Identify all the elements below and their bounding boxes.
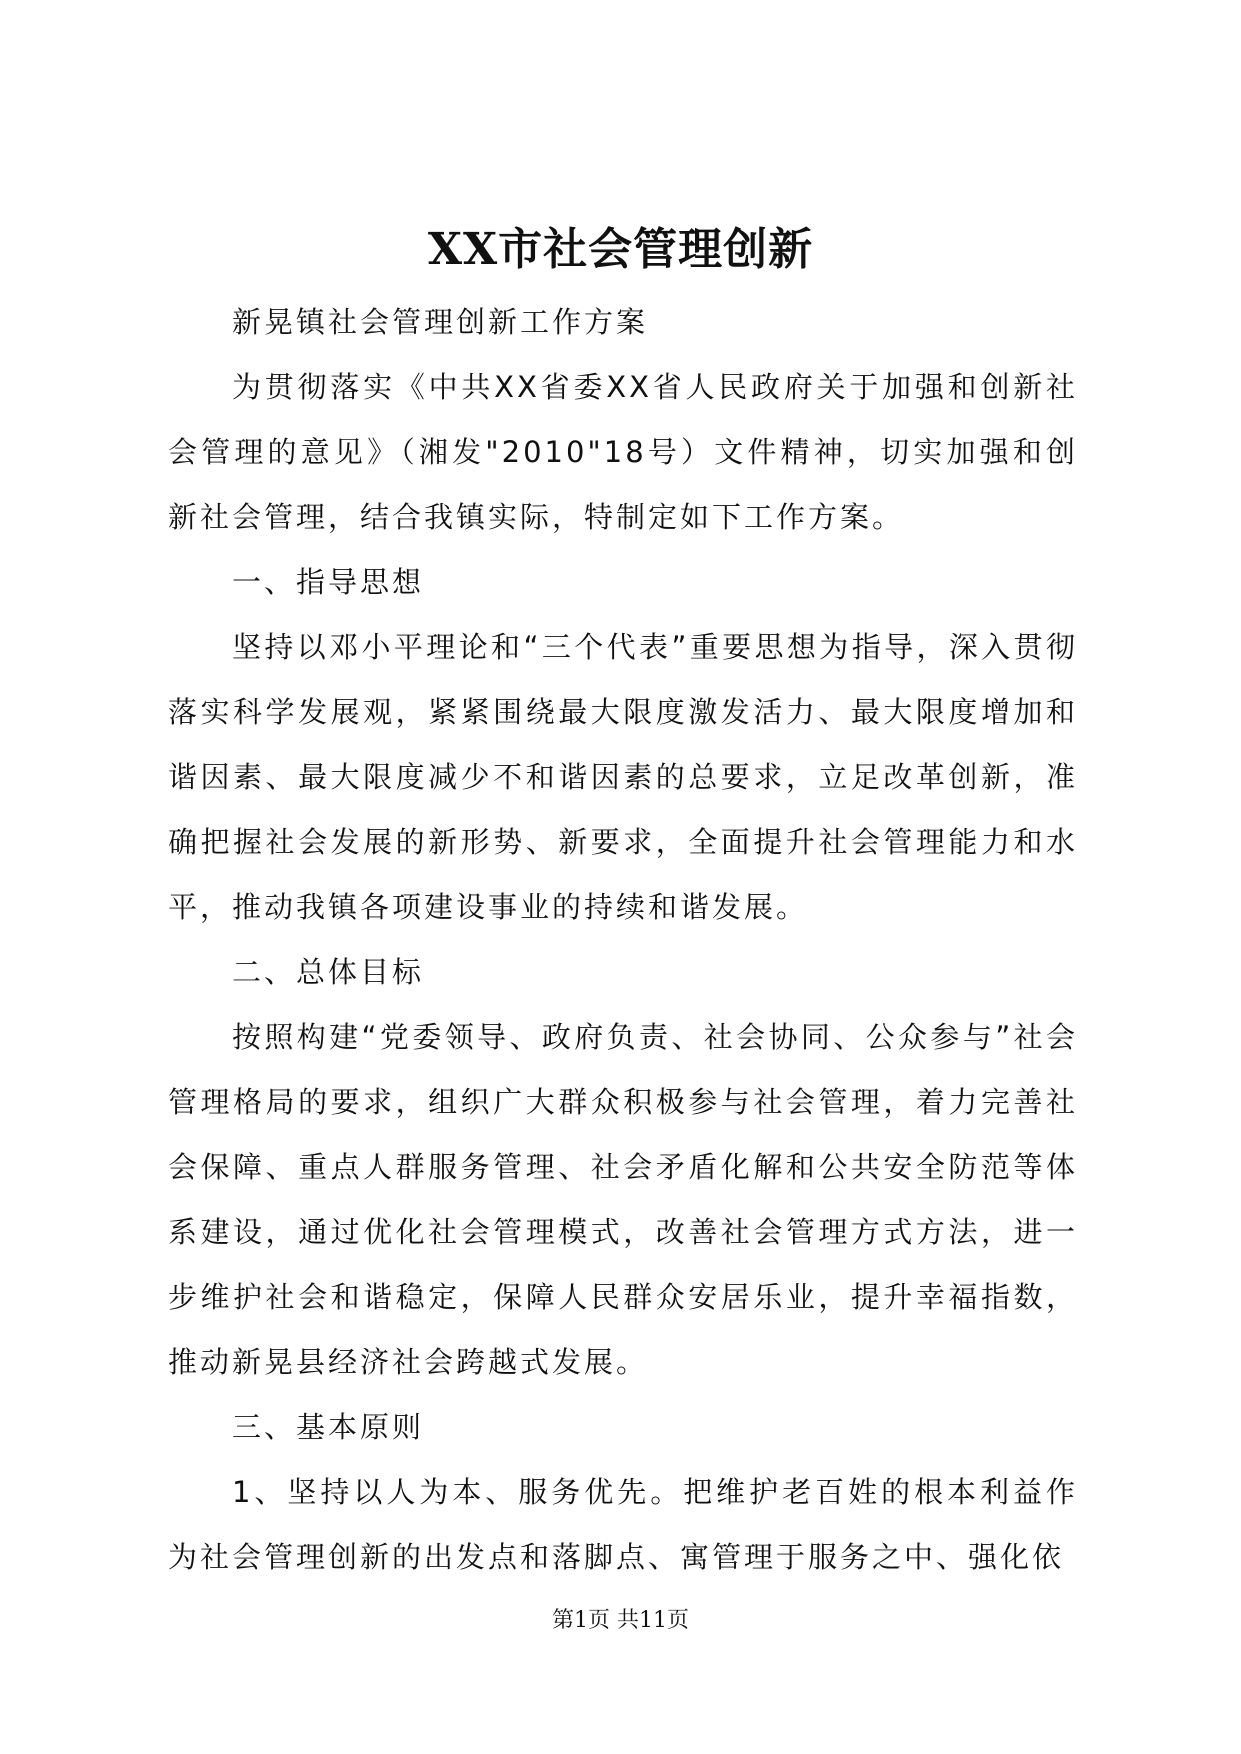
section-heading-overall-goal: 二、总体目标 (232, 955, 425, 989)
section-heading-basic-principles: 三、基本原则 (232, 1410, 425, 1444)
paragraph-guiding-ideology: 坚持以邓小平理论和“三个代表”重要思想为指导，深入贯彻落实科学发展观，紧紧围绕最大限度激发活力、最大限度增加和谐因素、最大限度减少不和谐因素的总要求，立足改革创新，准确把握社会发展的新形势、新要求，全面提升社会管理能力和水平，推动我镇各项建设事业的持续和谐发展。 (168, 630, 1078, 924)
document-body (168, 290, 1078, 1590)
page-footer: 第1页 共11页 (552, 1608, 689, 1633)
document-title: XX市社会管理创新 (427, 224, 814, 275)
paragraph-principle-1: 1、坚持以人为本、服务优先。把维护老百姓的根本利益作为社会管理创新的出发点和落脚点、寓管理于服务之中、强化依 (168, 1475, 1078, 1574)
paragraph-plan-title: 新晃镇社会管理创新工作方案 (232, 305, 649, 339)
section-heading-guiding-ideology: 一、指导思想 (232, 565, 425, 599)
paragraph-overall-goal: 按照构建“党委领导、政府负责、社会协同、公众参与”社会管理格局的要求，组织广大群众积极参与社会管理，着力完善社会保障、重点人群服务管理、社会矛盾化解和公共安全防范等体系建设，通过优化社会管理模式，改善社会管理方式方法，进一步维护社会和谐稳定，保障人民群众安居乐业，提升幸福指数，推动新晃县经济社会跨越式发展。 (168, 1020, 1078, 1379)
paragraph-intro: 为贯彻落实《中共XX省委XX省人民政府关于加强和创新社会管理的意见》（湘发"2010"18号）文件精神，切实加强和创新社会管理，结合我镇实际，特制定如下工作方案。 (168, 370, 1078, 534)
